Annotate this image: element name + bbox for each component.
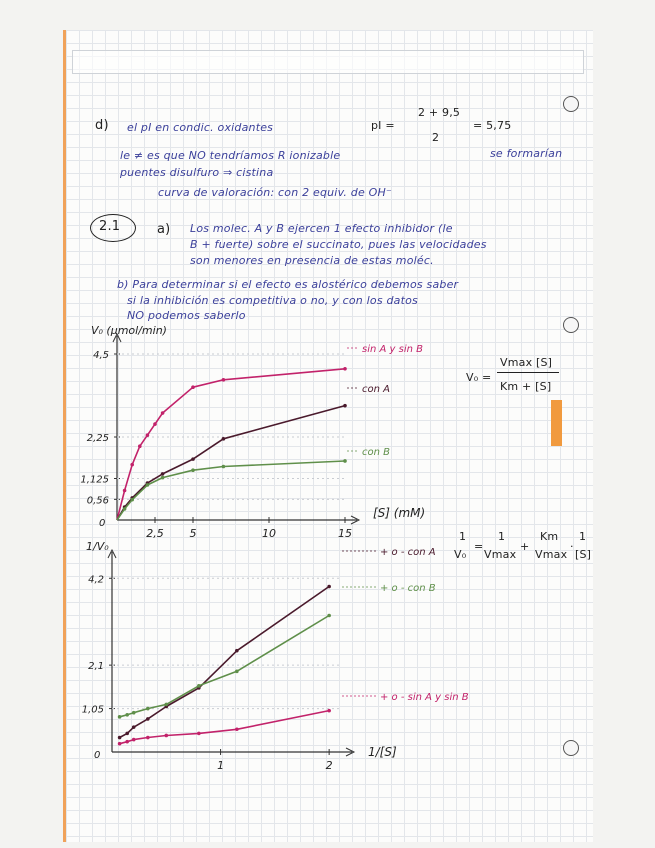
data-point [146,736,150,740]
data-point [125,713,129,717]
y-tick-label: 1,125 [80,474,109,486]
data-point [222,437,226,441]
part-d-line2: le ≠ es que NO tendríamos R ionizable [120,149,341,162]
series-line [120,587,330,738]
origin-label: 0 [94,750,101,761]
lb-t1-numerator: 1 [498,530,506,543]
data-point [343,459,347,463]
data-point [138,444,142,448]
data-point [123,507,127,511]
data-point [222,465,226,469]
data-point [125,740,129,744]
data-point [235,727,239,731]
data-point [197,684,201,688]
lb-t2-denominator: Vmax [535,548,568,561]
y-axis-label: 1/V₀ [86,540,109,553]
mm-equation-numerator: Vmax [S] [500,356,553,369]
x-tick-label: 1 [217,759,225,772]
data-point [191,457,195,461]
lb-t2-numerator: Km [540,530,559,543]
data-point [123,489,127,493]
data-point [146,707,150,711]
data-point [118,715,122,719]
series-line [120,711,330,744]
y-tick-label: 4,5 [93,350,109,361]
data-point [164,734,168,738]
pi-equation-lhs: pI = [371,119,395,132]
y-axis-label: V₀ (µmol/min) [91,324,167,337]
x-tick-label: 2,5 [146,527,164,540]
pi-equation-numerator: 2 + 9,5 [418,106,461,119]
x-axis-label: 1/[S] [368,745,397,759]
pi-equation-result: = 5,75 [473,119,512,132]
x-axis-label: [S] (mM) [373,506,426,520]
data-point [146,717,150,721]
part-d-line1: el pI en condic. oxidantes [127,121,274,134]
series-label: sin A y sin B [362,344,423,355]
part-d-line4: curva de valoración: con 2 equiv. de OH⁻ [158,186,392,199]
data-point [197,732,201,736]
part-d-line2b: se formarían [490,147,563,160]
data-point [343,367,347,371]
data-point [327,709,331,713]
part-b-line1: b) Para determinar si el efecto es alostérico debemos saber [117,278,459,291]
series-line [120,616,330,717]
data-point [222,378,226,382]
data-point [161,411,165,415]
y-tick-label: 2,25 [86,433,109,444]
x-tick-label: 15 [338,527,352,540]
lb-t3-numerator: 1 [579,530,587,543]
series-label: + o - con A [380,547,436,558]
pi-equation-denominator: 2 [432,131,440,144]
data-point [161,472,165,476]
series-label: + o - con B [380,583,436,594]
lb-lhs-numerator: 1 [459,530,467,543]
data-point [164,703,168,707]
x-tick-label: 5 [189,527,197,540]
lb-t1-denominator: Vmax [484,548,517,561]
y-tick-label: 1,05 [81,704,104,716]
y-tick-label: 4,2 [88,574,104,586]
series-label: + o - sin A y sin B [380,692,469,703]
data-point [235,649,239,653]
series-label: con B [362,447,390,458]
data-point [132,738,136,742]
exercise-number: 2.1 [99,219,121,234]
part-d-label: d) [95,118,109,133]
lb-lhs-denominator: V₀ [454,548,467,561]
series-line [117,461,345,520]
data-point [130,463,134,467]
data-point [191,385,195,389]
part-a-line1: Los molec. A y B ejercen 1 efecto inhibidor (le [190,222,453,235]
data-point [235,670,239,674]
x-tick-label: 2 [325,759,333,772]
data-point [132,711,136,715]
y-tick-label: 2,1 [88,661,104,673]
lb-plus: + [520,540,530,553]
lb-t3-denominator: [S] [575,548,592,561]
data-point [130,498,134,502]
data-point [327,585,331,589]
part-a-line2: B + fuerte) sobre el succinato, pues las velocidades [190,238,487,251]
mm-equation-lhs: V₀ = [466,371,492,384]
data-point [146,433,150,437]
data-point [161,476,165,480]
data-point [146,483,150,487]
y-tick-label: 0,56 [86,495,109,507]
lb-equals: = [474,540,484,553]
part-a-line3: son menores en presencia de estas moléc. [190,254,434,267]
part-b-line3: NO podemos saberlo [127,309,246,322]
data-point [118,742,122,746]
data-point [191,468,195,472]
mm-equation-denominator: Km + [S] [500,380,552,393]
data-point [327,614,331,618]
x-tick-label: 10 [262,527,276,540]
data-point [125,732,129,736]
data-point [118,736,122,740]
series-label: con A [362,384,390,395]
series-line [117,369,345,520]
data-point [153,422,157,426]
lb-dot: · [570,540,574,553]
origin-label: 0 [99,518,106,529]
part-b-line2: si la inhibición es competitiva o no, y con los datos [127,294,418,307]
part-d-line3: puentes disulfuro ⇒ cistina [120,166,274,179]
data-point [343,404,347,408]
data-point [132,725,136,729]
part-a-label: a) [157,222,171,237]
